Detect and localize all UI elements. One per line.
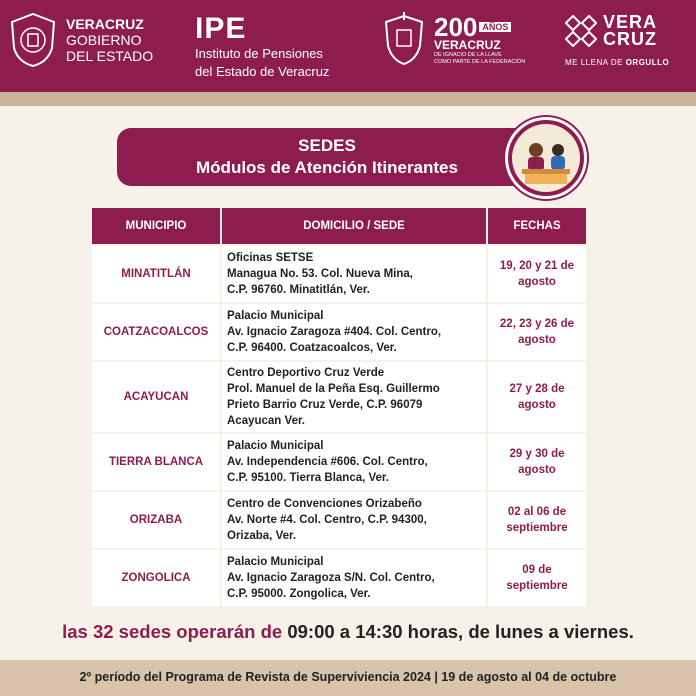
table-row <box>92 492 586 548</box>
title-line-1: SEDES <box>298 136 356 155</box>
row-domicilio: Palacio Municipal Av. Independencia #606. Col. Centro, C.P. 95100. Tierra Blanca, Ver. <box>222 434 486 490</box>
schedule-text <box>0 621 696 643</box>
row-municipio: ZONGOLICA <box>92 550 220 606</box>
header-fechas: FECHAS <box>488 208 586 244</box>
attention-desk-icon <box>505 117 587 199</box>
anniversary-logo <box>382 12 525 68</box>
schedule-part-2: 09:00 a 14:30 horas, de lunes a viernes. <box>287 621 634 642</box>
row-fechas: 29 y 30 de agosto <box>488 434 586 490</box>
gov-logo <box>8 12 153 68</box>
row-domicilio: Centro Deportivo Cruz Verde Prol. Manuel de la Peña Esq. Guillermo Prieto Barrio Cruz Verde, C.P. 96079 Acayucan Ver. <box>222 362 486 432</box>
program-period-bar: 2º período del Programa de Revista de Superviviencia 2024 | 19 de agosto al 04 de octubre <box>0 660 696 696</box>
row-municipio: ORIZABA <box>92 492 220 548</box>
row-fechas: 27 y 28 de agosto <box>488 362 586 432</box>
brand-slogan-b: ORGULLO <box>625 58 670 67</box>
row-municipio: MINATITLÁN <box>92 246 220 302</box>
ipe-line-2: del Estado de Veracruz <box>195 64 330 79</box>
row-domicilio: Centro de Convenciones Orizabeño Av. Norte #4. Col. Centro, C.P. 94300, Orizaba, Ver. <box>222 492 486 548</box>
table-row <box>92 434 586 490</box>
row-fechas: 22, 23 y 26 de agosto <box>488 304 586 360</box>
brand-line-1: VERA <box>603 12 658 32</box>
coat-of-arms-icon <box>8 12 58 68</box>
table-row <box>92 246 586 302</box>
row-fechas: 02 al 06 de septiembre <box>488 492 586 548</box>
gov-line-2: GOBIERNO <box>66 32 142 48</box>
row-fechas: 19, 20 y 21 de agosto <box>488 246 586 302</box>
gov-line-1: VERACRUZ <box>66 16 144 32</box>
table-row <box>92 550 586 606</box>
row-municipio: TIERRA BLANCA <box>92 434 220 490</box>
veracruz-brand-logo <box>565 14 669 67</box>
gov-line-3: DEL ESTADO <box>66 48 154 64</box>
table-header-row <box>92 208 586 244</box>
crest-icon <box>382 12 426 68</box>
title-banner <box>117 128 537 186</box>
sedes-table <box>90 206 588 608</box>
row-fechas: 09 de septiembre <box>488 550 586 606</box>
row-municipio: COATZACOALCOS <box>92 304 220 360</box>
schedule-part-1: las 32 sedes operarán de <box>62 621 288 642</box>
brand-pattern-icon <box>565 15 597 47</box>
ipe-line-1: Instituto de Pensiones <box>195 46 323 61</box>
header-domicilio: DOMICILIO / SEDE <box>222 208 486 244</box>
anniversary-sub-2: COMO PARTE DE LA FEDERACIÓN <box>434 58 526 65</box>
anniversary-name: VERACRUZ <box>434 37 501 52</box>
title-line-2: Módulos de Atención Itinerantes <box>196 158 458 177</box>
row-domicilio: Palacio Municipal Av. Ignacio Zaragoza #404. Col. Centro, C.P. 96400. Coatzacoalcos, Ver. <box>222 304 486 360</box>
row-municipio: ACAYUCAN <box>92 362 220 432</box>
row-domicilio: Oficinas SETSE Managua No. 53. Col. Nueva Mina, C.P. 96760. Minatitlán, Ver. <box>222 246 486 302</box>
brand-line-2: CRUZ <box>603 29 657 49</box>
ipe-title: IPE <box>195 12 247 45</box>
anniversary-sub-1: DE IGNACIO DE LA LLAVE <box>434 51 502 58</box>
anniversary-number: 200 <box>434 11 478 42</box>
header-divider-strip <box>0 92 696 106</box>
brand-slogan-a: ME LLENA DE <box>565 58 626 67</box>
header-bar <box>0 0 696 92</box>
row-domicilio: Palacio Municipal Av. Ignacio Zaragoza S/N. Col. Centro, C.P. 95000. Zongolica, Ver. <box>222 550 486 606</box>
table-row <box>92 362 586 432</box>
ipe-logo <box>195 14 329 80</box>
anniversary-suffix: AÑOS <box>479 22 511 32</box>
table-row <box>92 304 586 360</box>
header-municipio: MUNICIPIO <box>92 208 220 244</box>
